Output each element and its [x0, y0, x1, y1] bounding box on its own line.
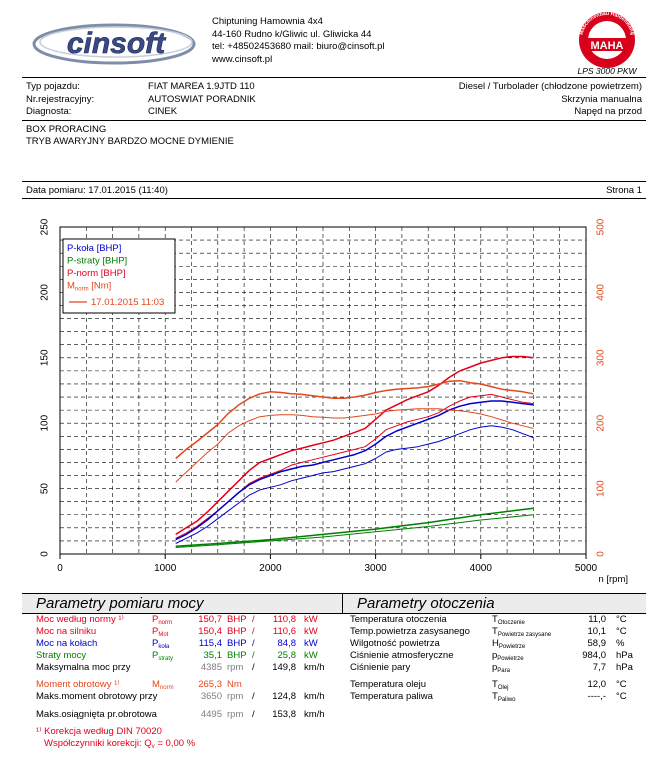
param-symbol: $M_{norm}$	[152, 679, 174, 691]
environment-param-row	[350, 626, 640, 638]
registration-value: AUTOSWIAT PORADNIK	[148, 93, 256, 105]
param-value-primary: 4385	[200, 662, 222, 673]
env-value: 58,9	[587, 638, 606, 649]
series-p-koła-line	[176, 401, 534, 540]
y-right-tick-label: 100	[595, 480, 607, 497]
series-p-straty-line	[176, 508, 534, 546]
chart-frame	[22, 199, 646, 591]
env-value: 11,0	[588, 614, 606, 625]
env-label: Temperatura paliwa	[350, 691, 433, 702]
legend-entry: P-straty [BHP]	[67, 255, 128, 267]
company-address: 44-160 Rudno k/Gliwic ul. Gliwicka 44	[212, 28, 372, 40]
diagnostician-value: CINEK	[148, 106, 178, 117]
series-p-koła-line	[176, 426, 534, 544]
diagnostician-label: Diagnosta:	[26, 106, 72, 117]
engine-type: Diesel / Turbolader (chłodzone powietrzem)	[458, 81, 642, 92]
legend-entry: P-koła [BHP]	[67, 243, 122, 254]
param-value-primary: 150,4	[198, 626, 222, 637]
param-value-primary: 4495	[200, 709, 222, 720]
param-unit-primary: BHP	[227, 638, 247, 649]
y-right-tick-label: 200	[595, 414, 607, 432]
param-separator: /	[252, 662, 255, 673]
param-symbol: $P_{Mot}$	[152, 626, 169, 638]
x-axis-label: n [rpm]	[598, 574, 628, 585]
param-label: Straty mocy	[36, 650, 87, 661]
param-separator: /	[252, 709, 255, 720]
env-symbol: $H_{Powietrze}$	[492, 638, 526, 650]
param-unit-primary: rpm	[227, 709, 244, 720]
param-label: Moc na kołach	[36, 638, 98, 649]
env-symbol: $T_{Paliwo}$	[492, 691, 516, 703]
y-right-tick-label: 400	[595, 284, 607, 301]
power-param-row	[36, 709, 336, 721]
y-right-tick-label: 300	[595, 349, 607, 367]
x-tick-label: 3000	[364, 563, 387, 574]
env-unit: °C	[616, 614, 627, 625]
note-line: BOX PRORACING	[26, 124, 107, 135]
cinsoft-logo	[32, 20, 202, 66]
env-unit: hPa	[616, 650, 633, 661]
legend-run-label: 17.01.2015 11:03	[91, 297, 165, 308]
environment-param-row	[350, 691, 640, 703]
env-symbol: $T_{Olej}$	[492, 679, 509, 691]
power-param-row	[36, 662, 336, 674]
y-left-tick-label: 50	[39, 483, 51, 495]
company-name: Chiptuning Hamownia 4x4	[212, 16, 323, 27]
param-symbol: $P_{norm}$	[152, 614, 173, 626]
param-unit-secondary: kW	[304, 638, 318, 649]
power-param-row	[36, 638, 336, 650]
env-unit: °C	[616, 679, 627, 690]
env-symbol: $T_{Otoczenie}$	[492, 614, 525, 626]
env-value: 12,0	[587, 679, 606, 690]
param-unit-primary: BHP	[227, 650, 247, 661]
param-symbol: $P_{straty}$	[152, 650, 174, 662]
series-m-norm-line	[176, 381, 534, 459]
env-label: Temperatura oleju	[350, 679, 427, 690]
y-left-tick-label: 250	[39, 218, 51, 236]
maha-model: LPS 3000 PKW	[577, 66, 637, 76]
param-label: Moc według normy ¹⁾	[36, 614, 124, 625]
y-left-tick-label: 100	[39, 414, 51, 432]
measurement-bar	[26, 185, 642, 196]
environment-param-row	[350, 650, 640, 662]
power-param-row	[36, 614, 336, 626]
param-separator: /	[252, 691, 255, 702]
param-unit-primary: rpm	[227, 662, 244, 673]
chart-legend	[63, 239, 175, 313]
x-tick-label: 0	[57, 563, 63, 574]
param-label: Maks.moment obrotowy przy	[36, 691, 158, 702]
page-number: Strona 1	[606, 185, 642, 196]
param-separator: /	[252, 650, 255, 661]
param-label: Moment obrotowy ¹⁾	[36, 679, 120, 690]
y-left-tick-label: 150	[39, 349, 51, 367]
power-param-row	[36, 691, 336, 703]
power-parameters-title: Parametry pomiaru mocy	[22, 593, 342, 614]
env-symbol: $p_{Para}$	[492, 662, 510, 674]
param-unit-primary: Nm	[227, 679, 242, 690]
footnote-din: ¹⁾ Korekcja według DIN 70020	[36, 726, 162, 737]
param-unit-secondary: km/h	[304, 691, 325, 702]
x-tick-label: 1000	[154, 563, 177, 574]
x-tick-label: 5000	[574, 563, 598, 574]
legend-entry: P-norm [BHP]	[67, 268, 126, 279]
gearbox-type: Skrzynia manualna	[561, 93, 642, 105]
env-label: Temperatura otoczenia	[350, 614, 447, 625]
legend-entry: $M_{norm}$ [Nm]	[67, 280, 112, 293]
x-tick-label: 2000	[259, 563, 282, 574]
param-value-primary: 115,4	[198, 638, 222, 649]
param-value-secondary: 153,8	[272, 709, 296, 720]
param-separator: /	[252, 614, 255, 625]
param-value-primary: 265,3	[198, 679, 222, 690]
env-value: 984,0	[582, 650, 606, 661]
environment-parameters	[342, 593, 646, 760]
maha-brand: MAHA	[590, 40, 624, 52]
env-symbol: $p_{Powietrze}$	[492, 650, 524, 662]
env-symbol: $T_{Powietrze zasysane}$	[492, 626, 552, 638]
param-value-primary: 150,7	[198, 614, 222, 625]
series-m-norm-line	[176, 409, 534, 482]
param-value-secondary: 110,8	[272, 614, 296, 625]
note-line: TRYB AWARYJNY BARDZO MOCNE DYMIENIE	[26, 135, 234, 147]
power-param-row	[36, 626, 336, 638]
param-separator: /	[252, 638, 255, 649]
param-label: Maksymalna moc przy	[36, 662, 131, 673]
vehicle-type-label: Typ pojazdu:	[26, 81, 80, 92]
notes	[26, 124, 234, 147]
drive-type: Napęd na przod	[574, 106, 642, 117]
param-value-secondary: 84,8	[277, 638, 296, 649]
environment-param-row	[350, 679, 640, 691]
maha-logo	[568, 10, 646, 76]
divider	[22, 120, 646, 121]
param-unit-primary: BHP	[227, 626, 247, 637]
environment-param-row	[350, 638, 640, 650]
param-unit-primary: rpm	[227, 691, 244, 702]
divider	[22, 181, 646, 182]
param-unit-secondary: km/h	[304, 662, 325, 673]
divider	[22, 77, 646, 78]
power-param-row	[36, 679, 336, 691]
logo-text: cinsoft	[66, 27, 166, 60]
param-value-secondary: 25,8	[277, 650, 296, 661]
y-right-tick-label: 500	[595, 218, 607, 236]
y-left-tick-label: 0	[39, 551, 51, 557]
power-param-row	[36, 650, 336, 662]
env-value: ----,-	[587, 691, 606, 702]
param-value-secondary: 110,6	[272, 626, 296, 637]
report-header	[22, 10, 646, 76]
company-info	[212, 16, 385, 66]
env-unit: °C	[616, 626, 627, 637]
param-separator: /	[252, 626, 255, 637]
param-unit-secondary: km/h	[304, 709, 325, 720]
environment-parameters-title: Parametry otoczenia	[342, 593, 646, 614]
env-unit: hPa	[616, 662, 633, 673]
env-label: Ciśnienie atmosferyczne	[350, 650, 454, 661]
y-left-tick-label: 200	[39, 284, 51, 301]
company-contact: tel: +48502453680 mail: biuro@cinsoft.pl	[212, 41, 385, 52]
param-value-secondary: 149,8	[272, 662, 296, 673]
chart-curves	[176, 357, 534, 548]
footnote-correction: Współczynniki korekcji: $Q_v = 0,00$ %	[44, 738, 196, 750]
environment-param-row	[350, 614, 640, 626]
param-unit-primary: BHP	[227, 614, 247, 625]
param-value-secondary: 124,8	[272, 691, 296, 702]
param-label: Maks.osiągnięta pr.obrotowa	[36, 709, 157, 720]
param-symbol: $P_{koła}$	[152, 638, 170, 650]
company-web: www.cinsoft.pl	[212, 53, 273, 65]
env-label: Ciśnienie pary	[350, 662, 411, 673]
param-unit-secondary: kW	[304, 614, 318, 625]
measurement-date: Data pomiaru: 17.01.2015 (11:40)	[26, 185, 168, 196]
vehicle-type-value: FIAT MAREA 1.9JTD 110	[148, 81, 255, 92]
env-unit: %	[616, 638, 625, 649]
param-value-primary: 3650	[200, 691, 222, 702]
param-value-primary: 35,1	[203, 650, 222, 661]
param-label: Moc na silniku	[36, 626, 97, 637]
x-tick-label: 4000	[469, 563, 492, 574]
env-unit: °C	[616, 691, 627, 702]
env-label: Wilgotność powietrza	[350, 638, 440, 649]
env-label: Temp.powietrza zasysanego	[350, 626, 470, 637]
param-unit-secondary: kW	[304, 626, 318, 637]
power-parameters	[22, 593, 342, 760]
env-value: 7,7	[592, 662, 606, 673]
env-value: 10,1	[587, 626, 606, 637]
dyno-chart	[22, 199, 646, 591]
maha-ring-text: Maschinenbau Haldenwang	[578, 10, 636, 36]
registration-label: Nr.rejestracyjny:	[26, 93, 95, 105]
param-unit-secondary: kW	[304, 650, 318, 661]
y-right-tick-label: 0	[595, 551, 607, 557]
environment-param-row	[350, 662, 640, 674]
